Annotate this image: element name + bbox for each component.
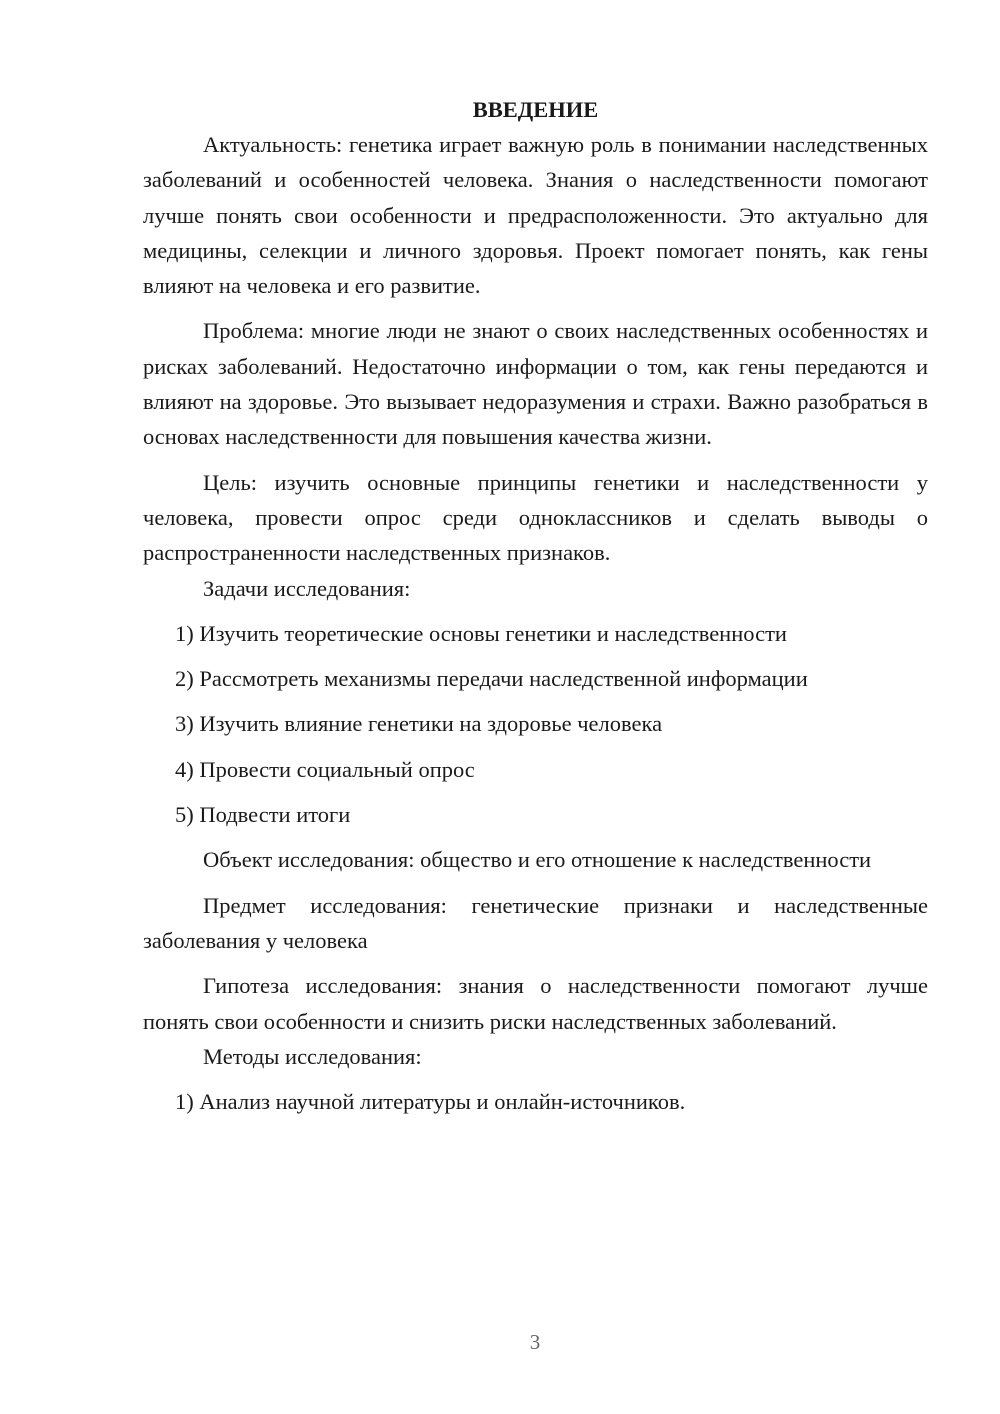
paragraph-relevance: Актуальность: генетика играет важную роль в понимании наследственных заболеваний и особенностей человека. Знания о наследственности помогают лучше понять свои особенности и предрасположенности. Это актуально для медицины, селекции и личного здоровья. Проект помогает понять, как гены влияют на человека и его развитие. bbox=[143, 132, 928, 299]
list-item: 5) Подвести итоги bbox=[175, 802, 351, 828]
page-title: ВВЕДЕНИЕ bbox=[472, 97, 599, 122]
list-item: 2) Рассмотреть механизмы передачи наследственной информации bbox=[175, 666, 808, 692]
paragraph-hypothesis: Гипотеза исследования: знания о наследственности помогают лучше понять свои особенности и снизить риски наследственных заболеваний. bbox=[143, 973, 928, 1034]
paragraph-subject: Предмет исследования: генетические признаки и наследственные заболевания у человека bbox=[143, 892, 928, 953]
document-page bbox=[143, 92, 928, 1119]
tasks-list bbox=[143, 616, 928, 832]
list-item: 4) Провести социальный опрос bbox=[175, 756, 475, 782]
methods-list bbox=[143, 1084, 928, 1119]
paragraph-goal: Цель: изучить основные принципы генетики и наследственности у человека, провести опрос среди одноклассников и сделать выводы о распространенности наследственных признаков. bbox=[143, 469, 928, 566]
list-item: 1) Анализ научной литературы и онлайн-источников. bbox=[175, 1089, 686, 1115]
list-item: 1) Изучить теоретические основы генетики и наследственности bbox=[175, 620, 787, 646]
page-number: 3 bbox=[529, 1330, 541, 1354]
list-item: 3) Изучить влияние генетики на здоровье человека bbox=[175, 711, 663, 737]
tasks-heading: Задачи исследования: bbox=[203, 575, 411, 601]
paragraph-problem: Проблема: многие люди не знают о своих наследственных особенностях и рисках заболеваний. Недостаточно информации о том, как гены передаются и влияют на здоровье. Это вызывает недоразумения и страхи. Важно разобраться в основах наследственности для повышения качества жизни. bbox=[143, 318, 928, 450]
paragraph-object: Объект исследования: общество и его отношение к наследственности bbox=[203, 847, 872, 873]
methods-heading: Методы исследования: bbox=[203, 1043, 422, 1069]
